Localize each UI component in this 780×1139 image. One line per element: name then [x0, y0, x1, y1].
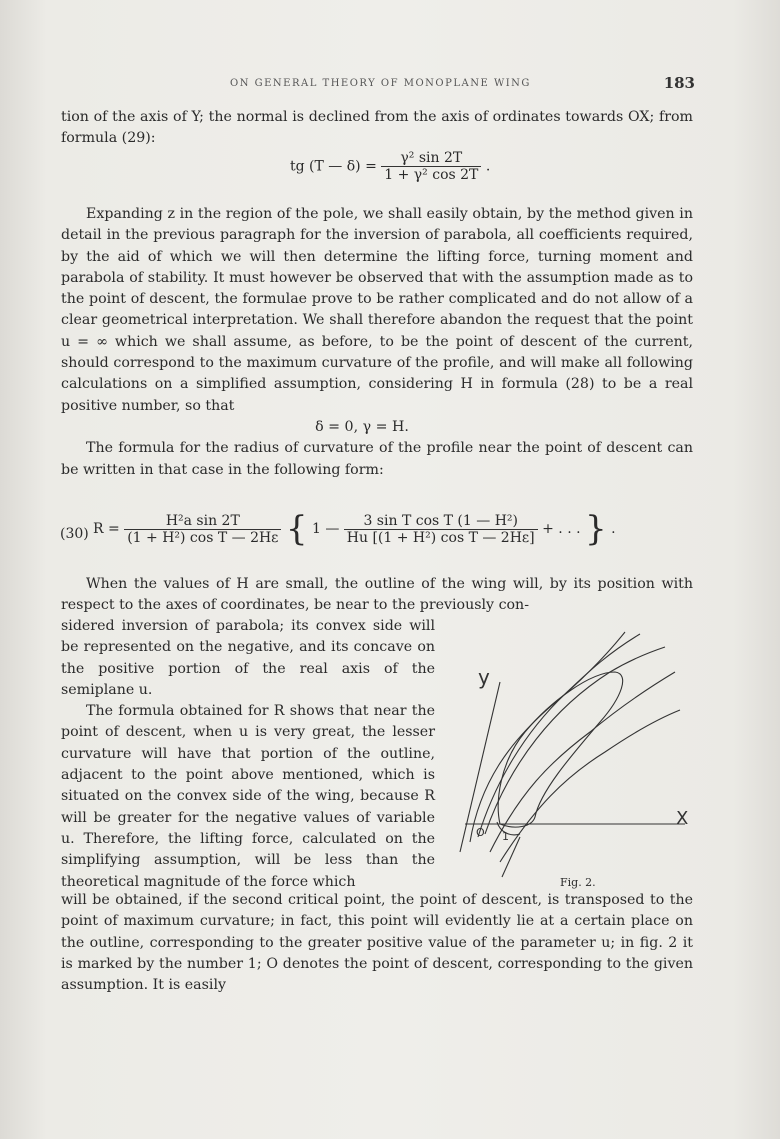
figure-label-o: O [476, 826, 485, 839]
paragraph-4-wrap-text: sidered inversion of parabola; its convex side will be represented on the negative, and its concave on the positive portion of the real axis of the semiplane u. [61, 618, 435, 698]
streamline-1 [470, 632, 625, 842]
wrapped-text [61, 616, 435, 893]
streamline-5 [500, 710, 680, 862]
formula-29-tail: . [485, 158, 491, 175]
formula-30-end: . [611, 521, 616, 537]
paragraph-6-text: will be obtained, if the second critical point, the point of descent, is transposed to the point of maximum curvature; in fact, this point will evidently lie at a certain place on the outline, corresponding to the greater positive value of the parameter u; in fig. 2 it is marked by the number 1; O denotes the point of descent, corresponding to the given assumption. It is easily [61, 892, 693, 994]
streamline-2 [478, 634, 640, 837]
formula-30-body [93, 509, 616, 549]
paragraph-2 [61, 204, 693, 481]
paragraph-2-text: Expanding z in the region of the pole, we shall easily obtain, by the method given in detail in the previous paragraph for the inversion of parabola, all coefficients required, by the aid of which we will then determine the lifting force, turning moment and parabola of stability. It must however be observed that with the assumption made as to the point of descent, the formulae prove to be rather complicated and do not allow of a clear geometrical interpretation. We shall therefore abandon the request that the point u = ∞ which we shall assume, as before, to be the point of descent of the current, should correspond to the maximum curvature of the profile, and will make all following calculations on a simplified assumption, considering H in formula (28) to be a real positive number, so that [61, 206, 693, 414]
figure-label-1: 1 [502, 830, 509, 843]
condition-equation: δ = 0, γ = H. [315, 418, 409, 435]
formula-30-fraction-1 [124, 513, 281, 546]
formula-30-number: (30) [60, 526, 89, 542]
figure-label-x: X [676, 808, 689, 829]
page-number: 183 [663, 74, 695, 92]
formula-29-lhs: tg (T — δ) = [290, 158, 377, 175]
streamline-4 [490, 672, 675, 852]
paragraph-4-text: When the values of H are small, the outline of the wing will, by its position with respect to the axes of coordinates, be near to the previously con- [61, 576, 693, 614]
formula-29-numerator: γ² sin 2T [381, 150, 481, 167]
paragraph-6 [61, 890, 693, 996]
formula-30-numerator-2: 3 sin T cos T (1 — H²) [344, 513, 538, 530]
paragraph-1 [61, 107, 693, 150]
figure-2 [440, 612, 710, 902]
formula-30-one: 1 — [311, 521, 340, 537]
paragraph-4 [61, 574, 693, 617]
formula-29-fraction [381, 150, 481, 183]
paragraph-5-text: The formula obtained for R shows that near the point of descent, when u is very great, the lesser curvature will have that portion of the outline, adjacent to the point above mentioned, which is situated on the convex side of the wing, because R will be greater for the negative values of variable u. Therefore, the lifting force, calculated on the simplifying assumption, will be less than the theoretical magnitude of the force which [61, 703, 435, 890]
paragraph-1-text: tion of the axis of Y; the normal is declined from the axis of ordinates towards OX; from formula (29): [61, 109, 693, 147]
formula-29 [290, 150, 490, 183]
wing-profile [498, 672, 622, 827]
page-header [0, 74, 780, 94]
formula-30-tail: + . . . [542, 521, 581, 537]
running-head: ON GENERAL THEORY OF MONOPLANE WING [230, 78, 531, 89]
formula-30-denominator-1: (1 + H²) cos T — 2Hε [127, 529, 279, 546]
formula-30 [60, 509, 720, 560]
formula-30-numerator-1: H²a sin 2T [124, 513, 281, 530]
lower-axis-line [502, 837, 520, 877]
paragraph-3-text: The formula for the radius of curvature of the profile near the point of descent can be written in that case in the following form: [61, 440, 693, 478]
formula-30-r: R = [93, 521, 120, 537]
formula-30-fraction-2 [344, 513, 538, 546]
wing-diagram [440, 612, 710, 902]
figure-label-y: y [478, 665, 490, 689]
formula-29-denominator: 1 + γ² cos 2T [384, 167, 479, 183]
figure-caption: Fig. 2. [560, 876, 596, 889]
left-brace: { [285, 509, 308, 549]
formula-30-denominator-2: Hu [(1 + H²) cos T — 2Hε] [346, 529, 535, 546]
right-brace: } [585, 509, 607, 549]
streamline-3 [485, 647, 665, 834]
